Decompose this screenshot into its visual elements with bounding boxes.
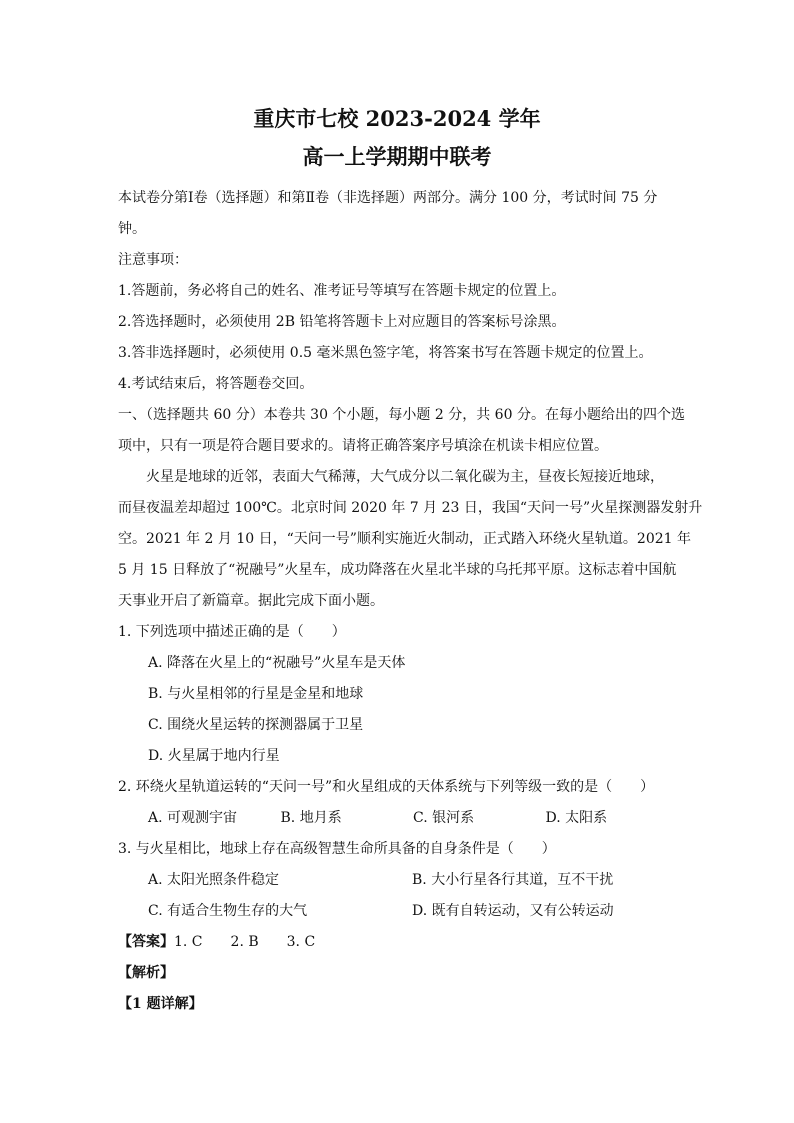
- question-3-options-row: [118, 896, 678, 927]
- passage-line: 5 月 15 日释放了“祝融号”火星车，成功降落在火星北半球的乌托邦平原。这标志着中国航: [118, 562, 677, 578]
- page-title: 重庆市七校 2023-2024 学年: [253, 106, 541, 131]
- notice-item: 3.答非选择题时，必须使用 0.5 毫米黑色签字笔，将答案书写在答题卡规定的位置上。: [118, 345, 653, 361]
- question-1-option-c: C. 围绕火星运转的探测器属于卫星: [148, 717, 364, 733]
- question-1-option-a: A. 降落在火星上的“祝融号”火星车是天体: [148, 655, 406, 671]
- question-3-option-a: A. 太阳光照条件稳定: [148, 872, 280, 888]
- question-3-option-b: B. 大小行星各行其道，互不干扰: [412, 872, 614, 888]
- question-2-stem: 2. 环绕火星轨道运转的“天问一号”和火星组成的天体系统与下列等级一致的是（ ）: [118, 779, 655, 795]
- question-3-option-d: D. 既有自转运动，又有公转运动: [412, 903, 614, 919]
- intro-line: 钟。: [118, 221, 146, 237]
- passage-line: 而昼夜温差却超过 100℃。北京时间 2020 年 7 月 23 日，我国“天问一号”火星探测器发射升: [118, 500, 703, 516]
- section-intro: 项中，只有一项是符合题目要求的。请将正确答案序号填涂在机读卡相应位置。: [118, 438, 608, 454]
- answer-item: 2. B: [230, 934, 259, 950]
- section-intro: 一、（选择题共 60 分）本卷共 30 个小题，每小题 2 分，共 60 分。在每小题给出的四个选: [118, 407, 685, 423]
- passage-line: 天事业开启了新篇章。据此完成下面小题。: [118, 593, 384, 609]
- answer-line: [118, 927, 678, 958]
- exam-body: [118, 183, 703, 1020]
- question-1-option-d: D. 火星属于地内行星: [148, 748, 280, 764]
- notice-item: 1.答题前，务必将自己的姓名、准考证号等填写在答题卡规定的位置上。: [118, 283, 566, 299]
- question-1-option-b: B. 与火星相邻的行星是金星和地球: [148, 686, 364, 702]
- answer-item: 1. C: [174, 934, 203, 950]
- question-2-option-a: A. 可观测宇宙: [148, 810, 238, 826]
- question-3-options-row: [118, 865, 678, 896]
- analysis-label: 【解析】: [118, 965, 174, 981]
- question-3-option-c: C. 有适合生物生存的大气: [148, 903, 308, 919]
- notice-item: 2.答选择题时，必须使用 2B 铅笔将答题卡上对应题目的答案标号涂黑。: [118, 314, 566, 330]
- notice-item: 4.考试结束后，将答题卷交回。: [118, 376, 314, 392]
- detail-label: 【1 题详解】: [118, 996, 203, 1012]
- question-2-option-d: D. 太阳系: [545, 810, 608, 826]
- question-2-option-c: C. 银河系: [413, 810, 475, 826]
- question-2-option-b: B. 地月系: [280, 810, 342, 826]
- answer-label: 【答案】: [118, 934, 174, 950]
- intro-line: 本试卷分第Ⅰ卷（选择题）和第Ⅱ卷（非选择题）两部分。满分 100 分，考试时间 75 分: [118, 190, 658, 206]
- question-1-stem: 1. 下列选项中描述正确的是（ ）: [118, 624, 346, 640]
- notice-heading: 注意事项：: [118, 252, 188, 268]
- question-2-options: [118, 803, 678, 834]
- passage-line: 空。2021 年 2 月 10 日，“天问一号”顺利实施近火制动，正式踏入环绕火星轨道。2021 年: [118, 531, 691, 547]
- answer-item: 3. C: [286, 934, 316, 950]
- question-3-stem: 3. 与火星相比，地球上存在高级智慧生命所具备的自身条件是（ ）: [118, 841, 556, 857]
- passage-line: 火星是地球的近邻，表面大气稀薄，大气成分以二氧化碳为主，昼夜长短接近地球，: [146, 469, 664, 485]
- page-subtitle: 高一上学期期中联考: [302, 144, 492, 169]
